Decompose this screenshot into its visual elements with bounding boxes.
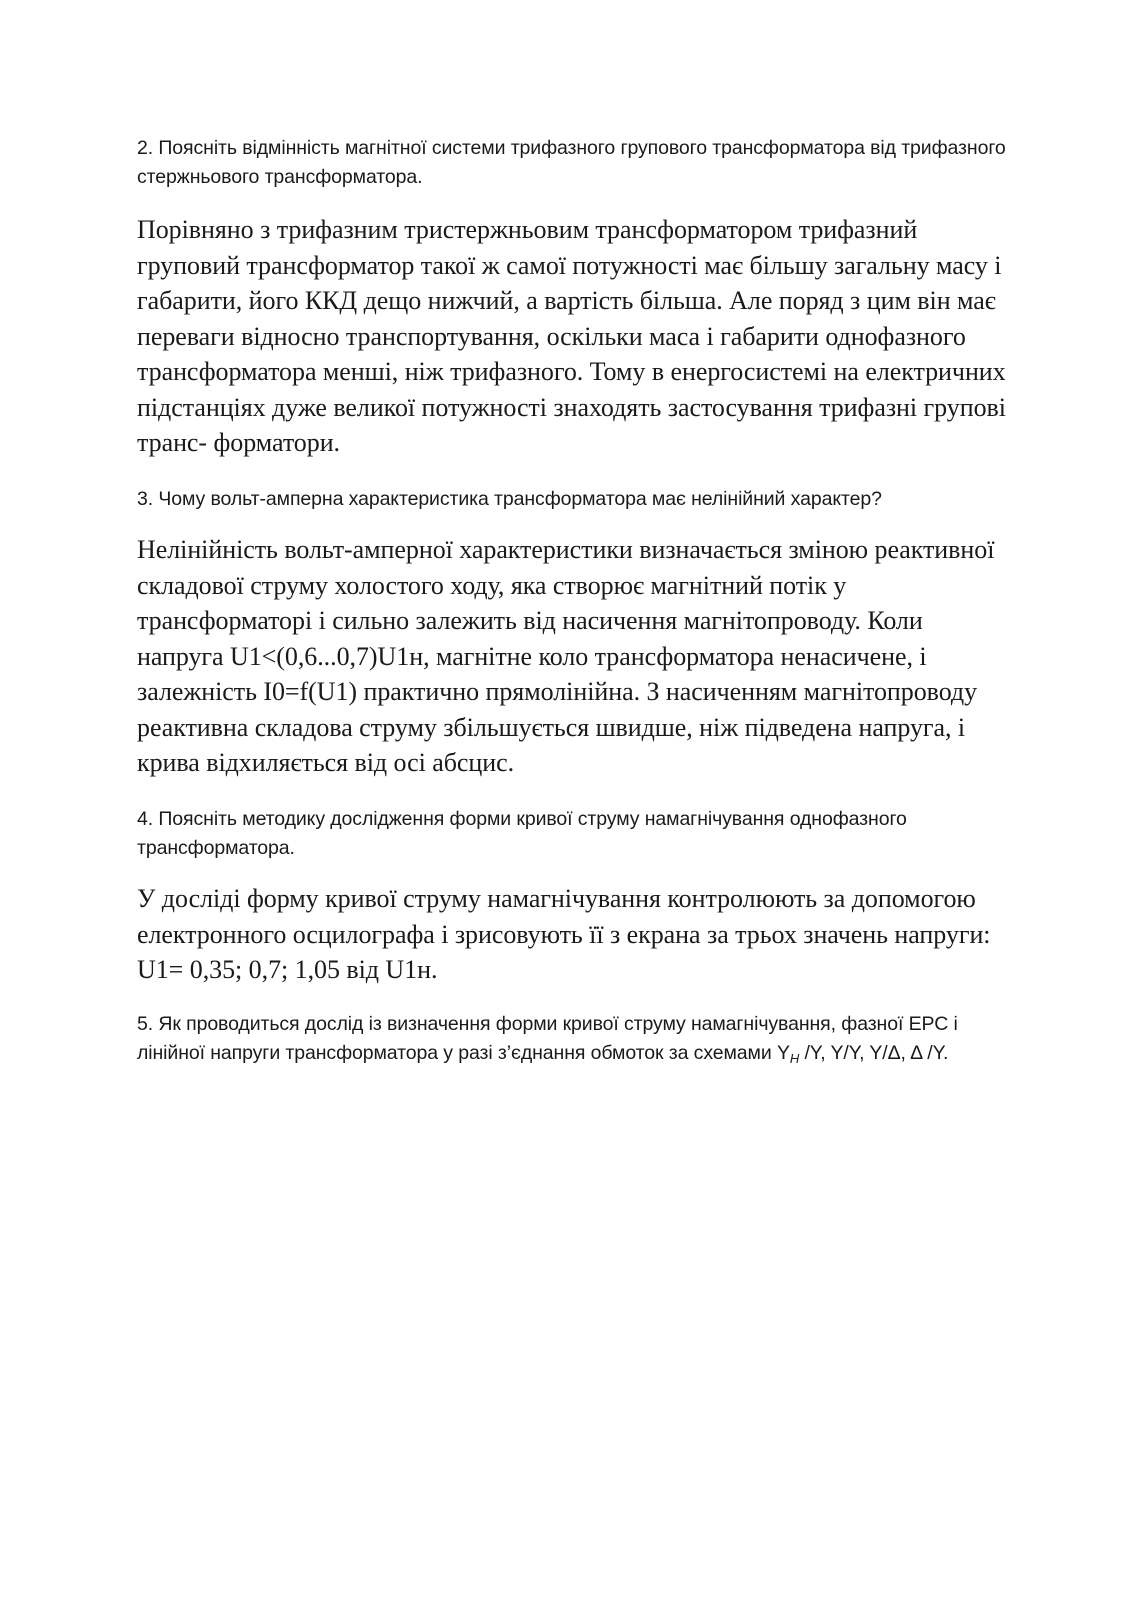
question-5 [137, 1010, 1007, 1068]
question-5-subscript: H [789, 1051, 800, 1066]
answer-2: Порівняно з трифазним тристержньовим трансформатором трифазний груповий трансформатор такої ж самої потужності має більшу загальну масу і габарити, його ККД дещо нижчий, а вартість більша. Але поряд з цим він має переваги відносно транспортування, оскільки маса і габарити однофазного трансформатора менші, ніж трифазного. Тому в енергосистемі на електричних підстанціях дуже великої потужності знаходять застосування трифазні групові транс- форматори. [137, 215, 1006, 457]
question-4: 4. Поясніть методику дослідження форми кривої струму намагнічування однофазного трансформатора. [137, 808, 907, 859]
answer-4: У досліді форму кривої струму намагнічування контролюють за допомогою електронного осцилографа і зрисовують її з екрана за трьох значень напруги: U1= 0,35; 0,7; 1,05 від U1н. [137, 884, 991, 984]
question-2: 2. Поясніть відмінність магнітної системи трифазного групового трансформатора від трифазного стержньового трансформатора. [137, 137, 1006, 188]
question-5-text-end: /Y, Y/Y, Y/Δ, Δ /Y. [799, 1042, 949, 1064]
question-5-text-start: 5. Як проводиться дослід із визначення форми кривої струму намагнічування, фазної ЕРС і лінійної напруги трансформатора у разі з’єднання обмоток за схемами Y [137, 1013, 958, 1064]
question-3: 3. Чому вольт-амперна характеристика трансформатора має нелінійний характер? [137, 488, 882, 510]
answer-3: Нелінійність вольт-амперної характеристики визначається зміною реактивної складової струму холостого ходу, яка створює магнітний потік у трансформаторі і сильно залежить від насичення магнітопроводу. Коли напруга U1<(0,6...0,7)U1н, магнітне коло трансформатора ненасичене, і залежність I0=f(U1) практично прямолінійна. З насиченням магнітопроводу реактивна складова струму збільшується швидше, ніж підведена напруга, і крива відхиляється від осі абсцис. [137, 535, 995, 777]
